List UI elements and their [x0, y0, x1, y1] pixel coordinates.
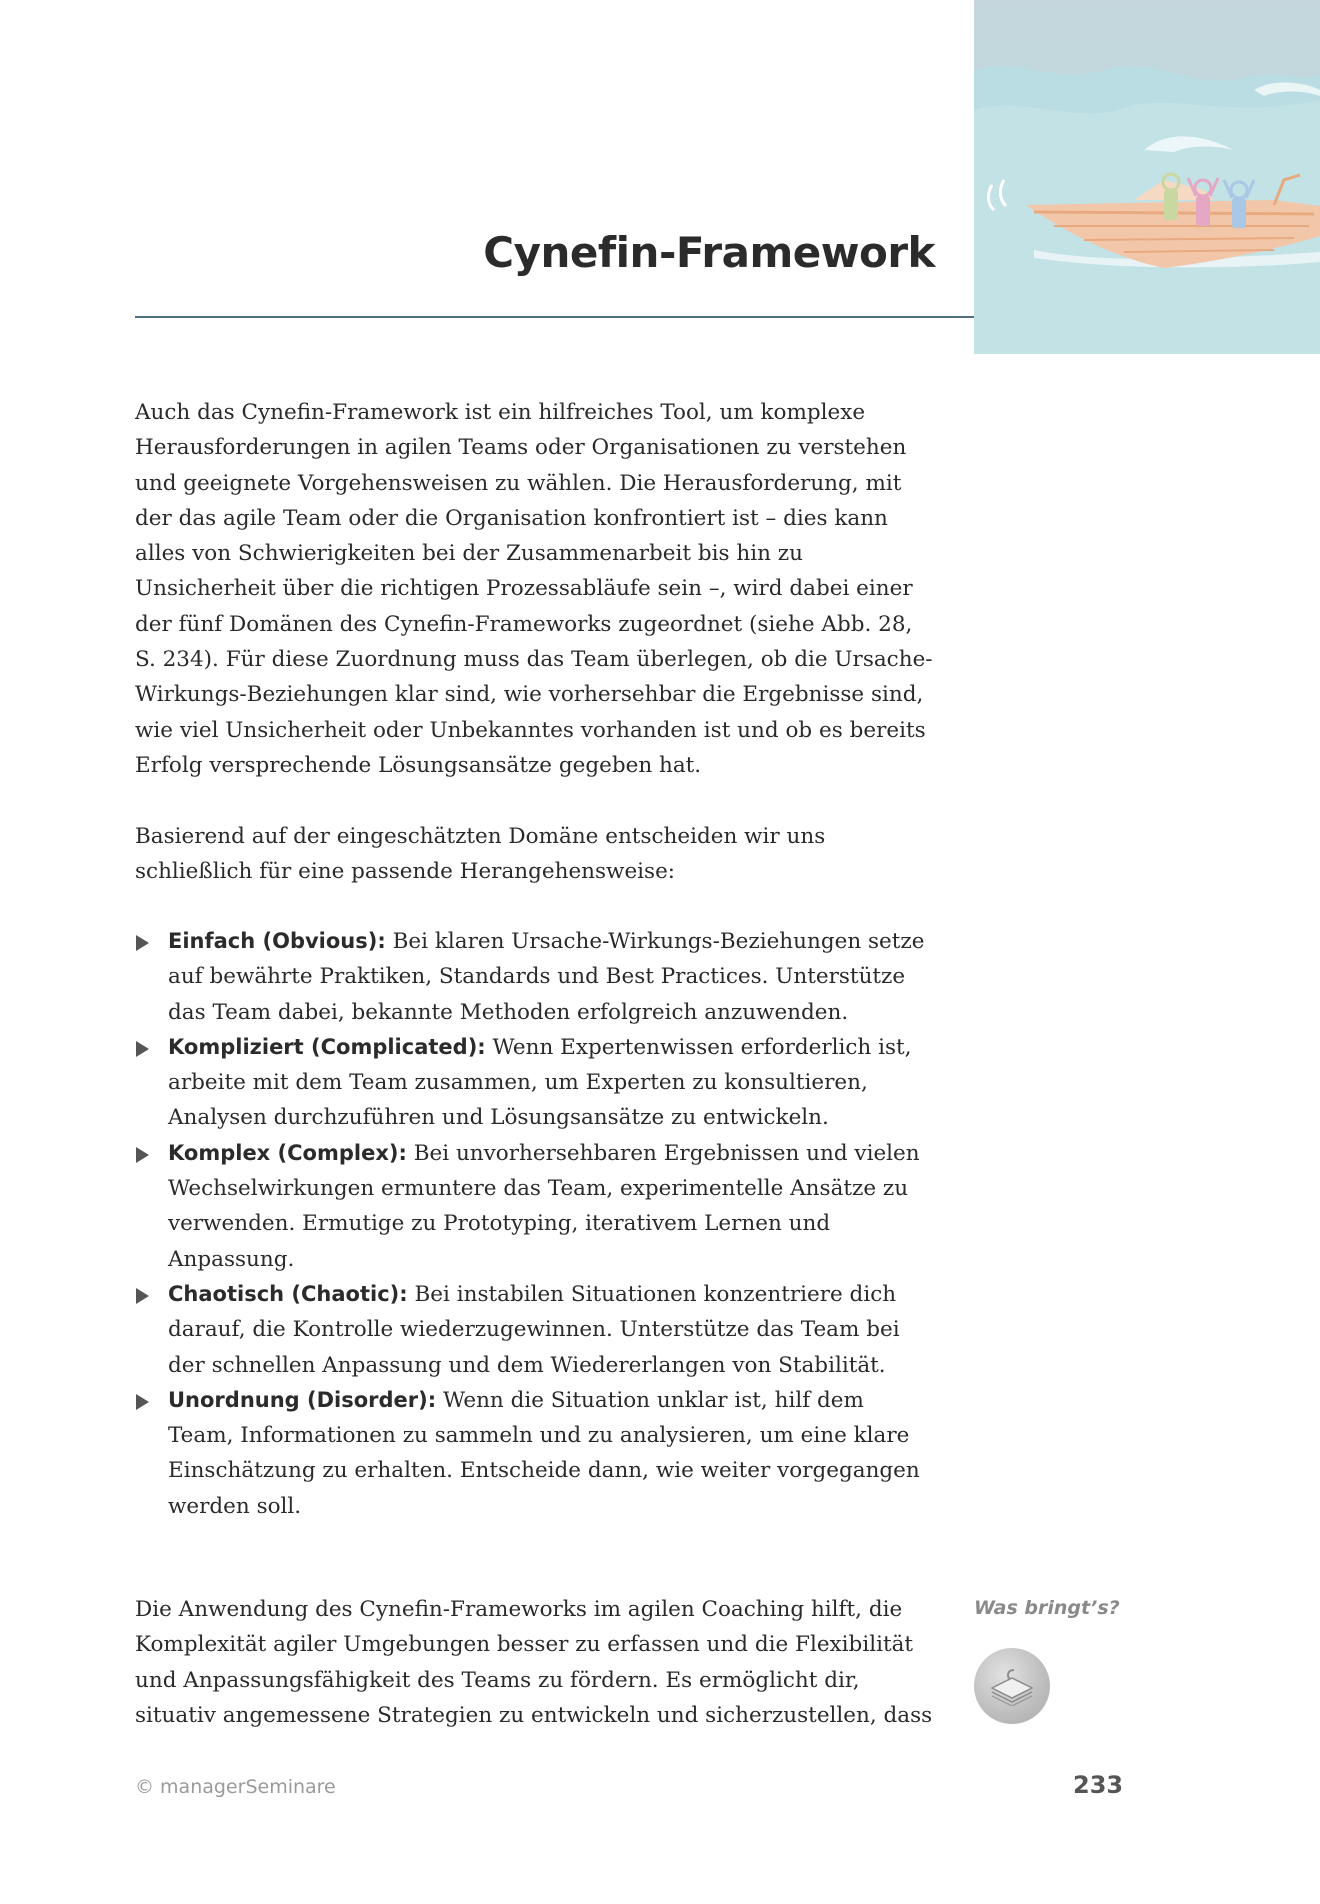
domain-description: Bei unvorhersehbaren Ergebnissen und vielen Wechselwirkungen ermuntere das Team, experimentelle Ansätze zu verwenden. Ermutige zu Prototyping, iterativem Lernen und Anpassung. [168, 1140, 920, 1272]
bullet-arrow-icon [136, 1041, 149, 1057]
intro-paragraph [135, 395, 935, 783]
boat-scene-icon [974, 0, 1320, 354]
bullet-arrow-icon [136, 935, 149, 951]
header-illustration [974, 0, 1320, 354]
bullet-arrow-icon [136, 1288, 149, 1304]
page-title: Cynefin-Framework [483, 228, 935, 277]
domain-description: Bei klaren Ursache-Wirkungs-Beziehungen setze auf bewährte Praktiken, Standards und Best Practices. Unterstütze das Team dabei, bekannte Methoden erfolgreich anzuwenden. [168, 929, 925, 1025]
domain-term: Komplex (Complex): [168, 1140, 407, 1165]
lead-in-text: Basierend auf der eingeschätzten Domäne entscheiden wir uns schließlich für eine passende Herangehensweise: [135, 824, 826, 885]
lead-in-paragraph [135, 819, 935, 890]
domain-description: Wenn Expertenwissen erforderlich ist, arbeite mit dem Team zusammen, um Experten zu konsultieren, Analysen durchzuführen und Lösungsansätze zu entwickeln. [168, 1034, 912, 1131]
intro-text: Auch das Cynefin-Framework ist ein hilfreiches Tool, um komplexe Herausforderungen in agilen Teams oder Organisationen zu verstehen und geeignete Vorgehensweisen zu wählen. Die Herausforderung, mit der das agile Team oder die Organisation konfrontiert ist – dies kann alles von Schwierigkeiten bei der Zusammenarbeit bis hin zu Unsicherheit über die richtigen Prozessabläufe sein –, wird dabei einer der fünf Domänen des Cynefin-Frameworks zugeordnet (siehe Abb. 28, S. 234). Für diese Zuordnung muss das Team überlegen, ob die Ursache-Wirkungs-Beziehungen klar sind, wie vorhersehbar die Ergebnisse sind, wie viel Unsicherheit oder Unbekanntes vorhanden ist und ob es bereits Erfolg versprechende Lösungsansätze gegeben hat. [135, 400, 933, 778]
domain-term: Chaotisch (Chaotic): [168, 1281, 408, 1306]
bullet-arrow-icon [136, 1394, 149, 1410]
list-item [135, 1030, 935, 1136]
footer-copyright: © managerSeminare [135, 1776, 336, 1798]
list-item [135, 1383, 935, 1524]
domain-list [135, 924, 935, 1524]
list-item [135, 1277, 935, 1383]
domain-description: Bei instabilen Situationen konzentriere dich darauf, die Kontrolle wiederzugewinnen. Unterstütze das Team bei der schnellen Anpassung und dem Wiedererlangen von Stabilität. [168, 1281, 900, 1378]
bullet-arrow-icon [136, 1147, 149, 1163]
list-item [135, 1136, 935, 1277]
page-number: 233 [1073, 1771, 1124, 1799]
title-divider [135, 316, 974, 318]
benefit-paragraph [135, 1592, 935, 1733]
domain-term: Einfach (Obvious): [168, 929, 386, 953]
benefit-text: Die Anwendung des Cynefin-Frameworks im agilen Coaching hilft, die Komplexität agiler Umgebungen besser zu erfassen und die Flexibilität und Anpassungsfähigkeit des Teams zu fördern. Es ermöglicht dir, situativ angemessene Strategien zu entwickeln und sicherzustellen, dass [135, 1597, 933, 1728]
domain-term: Kompliziert (Complicated): [168, 1034, 486, 1059]
margin-badge [974, 1648, 1050, 1724]
list-item [135, 924, 935, 1030]
domain-term: Unordnung (Disorder): [168, 1387, 437, 1412]
margin-note: Was bringt’s? [974, 1597, 1120, 1619]
domain-description: Wenn die Situation unklar ist, hilf dem Team, Informationen zu sammeln und zu analysieren, um eine klare Einschätzung zu erhalten. Entscheide dann, wie weiter vorgegangen werden soll. [168, 1387, 920, 1519]
stacked-pages-icon [988, 1666, 1036, 1706]
